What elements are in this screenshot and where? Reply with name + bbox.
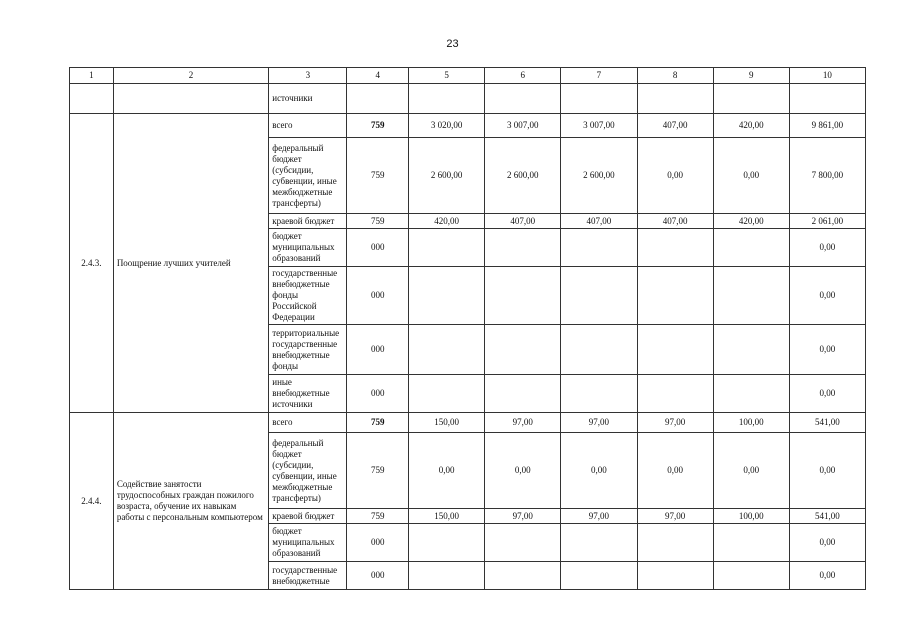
amount: 2 600,00 xyxy=(485,138,561,214)
amount: 0,00 xyxy=(637,433,713,509)
amount-total: 0,00 xyxy=(789,562,865,590)
amount-total: 0,00 xyxy=(789,229,865,267)
amount: 97,00 xyxy=(637,509,713,524)
funding-source: территориальные государственные внебюджетные фонды xyxy=(269,325,347,375)
amount-total: 541,00 xyxy=(789,413,865,433)
amount-total: 0,00 xyxy=(789,524,865,562)
funding-source: краевой бюджет xyxy=(269,214,347,229)
funding-source: федеральный бюджет (субсидии, субвенции, иные межбюджетные трансферты) xyxy=(269,433,347,509)
budget-code: 000 xyxy=(347,562,409,590)
amount: 0,00 xyxy=(409,433,485,509)
amount: 0,00 xyxy=(561,433,637,509)
amount: 3 007,00 xyxy=(485,114,561,138)
amount: 420,00 xyxy=(713,214,789,229)
amount: 0,00 xyxy=(485,433,561,509)
amount-total: 0,00 xyxy=(789,375,865,413)
amount: 0,00 xyxy=(713,138,789,214)
amount: 97,00 xyxy=(561,509,637,524)
funding-source: иные внебюджетные источники xyxy=(269,375,347,413)
page-number: 23 xyxy=(446,38,459,50)
budget-code: 759 xyxy=(347,413,409,433)
col-number: 1 xyxy=(70,68,114,84)
amount-total: 0,00 xyxy=(789,325,865,375)
budget-code: 759 xyxy=(347,138,409,214)
amount: 97,00 xyxy=(561,413,637,433)
budget-code: 000 xyxy=(347,524,409,562)
col-number: 8 xyxy=(637,68,713,84)
budget-code: 759 xyxy=(347,433,409,509)
budget-code: 000 xyxy=(347,229,409,267)
section-code: 2.4.3. xyxy=(70,114,114,413)
budget-code: 759 xyxy=(347,214,409,229)
amount: 100,00 xyxy=(713,413,789,433)
budget-code: 000 xyxy=(347,375,409,413)
amount: 97,00 xyxy=(637,413,713,433)
amount: 407,00 xyxy=(637,114,713,138)
funding-source: всего xyxy=(269,114,347,138)
col-number: 6 xyxy=(485,68,561,84)
amount: 150,00 xyxy=(409,413,485,433)
amount-total: 0,00 xyxy=(789,433,865,509)
funding-source: государственные внебюджетные фонды Российской Федерации xyxy=(269,267,347,325)
column-number-row xyxy=(70,68,866,84)
section-name: Поощрение лучших учителей xyxy=(113,114,268,413)
amount-total: 9 861,00 xyxy=(789,114,865,138)
section-name: Содействие занятости трудоспособных граждан пожилого возраста, обучение их навыкам работы с персональным компьютером xyxy=(113,413,268,590)
amount: 150,00 xyxy=(409,509,485,524)
amount: 97,00 xyxy=(485,413,561,433)
amount-total: 541,00 xyxy=(789,509,865,524)
funding-source: государственные внебюджетные xyxy=(269,562,347,590)
funding-source: бюджет муниципальных образований xyxy=(269,229,347,267)
budget-code: 000 xyxy=(347,267,409,325)
amount: 420,00 xyxy=(409,214,485,229)
col-number: 7 xyxy=(561,68,637,84)
budget-code: 759 xyxy=(347,114,409,138)
amount-total: 0,00 xyxy=(789,267,865,325)
budget-table xyxy=(69,67,866,590)
funding-source: бюджет муниципальных образований xyxy=(269,524,347,562)
col-number: 9 xyxy=(713,68,789,84)
amount: 100,00 xyxy=(713,509,789,524)
funding-source: всего xyxy=(269,413,347,433)
funding-source: краевой бюджет xyxy=(269,509,347,524)
amount: 3 007,00 xyxy=(561,114,637,138)
funding-source: источники xyxy=(269,84,347,114)
amount: 407,00 xyxy=(485,214,561,229)
amount: 2 600,00 xyxy=(409,138,485,214)
amount: 407,00 xyxy=(561,214,637,229)
amount: 97,00 xyxy=(485,509,561,524)
funding-source: федеральный бюджет (субсидии, субвенции, иные межбюджетные трансферты) xyxy=(269,138,347,214)
amount-total: 2 061,00 xyxy=(789,214,865,229)
amount: 0,00 xyxy=(713,433,789,509)
table-row xyxy=(70,84,866,114)
budget-code: 759 xyxy=(347,509,409,524)
table-row xyxy=(70,413,866,433)
amount: 3 020,00 xyxy=(409,114,485,138)
section-code: 2.4.4. xyxy=(70,413,114,590)
budget-code: 000 xyxy=(347,325,409,375)
amount: 420,00 xyxy=(713,114,789,138)
col-number: 4 xyxy=(347,68,409,84)
col-number: 3 xyxy=(269,68,347,84)
col-number: 5 xyxy=(409,68,485,84)
col-number: 10 xyxy=(789,68,865,84)
amount: 0,00 xyxy=(637,138,713,214)
col-number: 2 xyxy=(113,68,268,84)
amount: 407,00 xyxy=(637,214,713,229)
amount-total: 7 800,00 xyxy=(789,138,865,214)
amount: 2 600,00 xyxy=(561,138,637,214)
table-row xyxy=(70,114,866,138)
